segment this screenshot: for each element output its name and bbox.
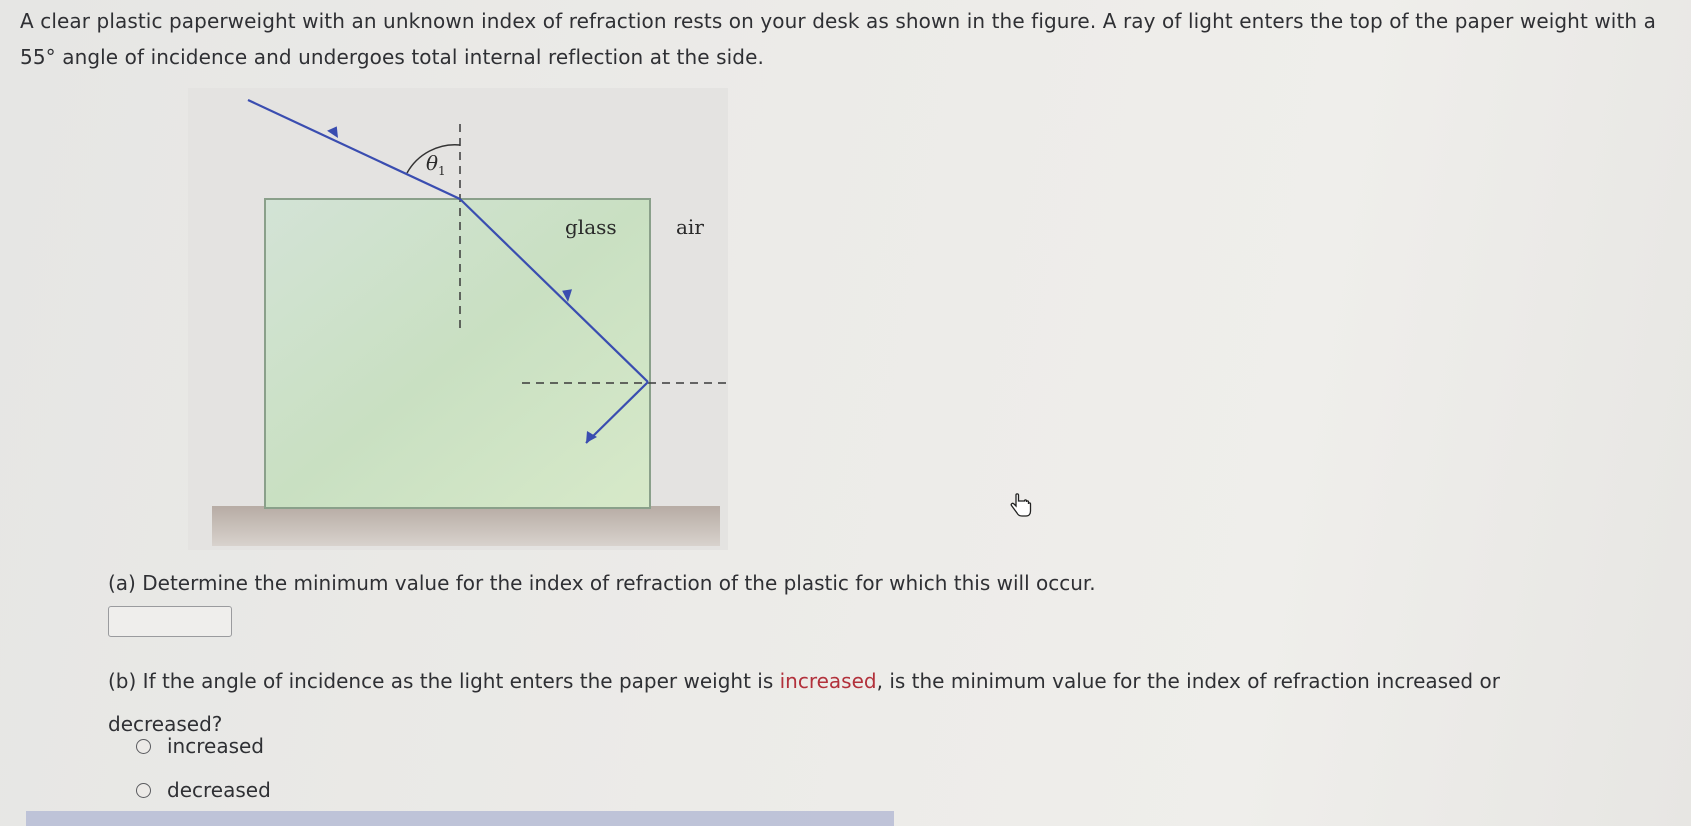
- hand-cursor-icon: [1009, 493, 1033, 519]
- option-decreased[interactable]: [136, 778, 271, 802]
- glass-label: glass: [565, 215, 617, 239]
- question-prompt: [20, 3, 1660, 75]
- part-b-highlight: increased: [779, 669, 877, 693]
- incidence-angle-value: 55°: [20, 45, 56, 69]
- paperweight-figure: [188, 88, 728, 550]
- part-a-text: Determine the minimum value for the index of refraction of the plastic for which this will occur.: [142, 571, 1096, 595]
- option-increased-label: increased: [167, 734, 264, 758]
- option-decreased-label: decreased: [167, 778, 271, 802]
- air-label: air: [676, 215, 704, 239]
- theta-label: $\theta_1$: [426, 151, 446, 178]
- option-increased[interactable]: [136, 734, 264, 758]
- question-intro-part2: angle of incidence and undergoes total internal reflection at the side.: [55, 45, 764, 69]
- part-a-label: (a): [108, 571, 136, 595]
- radio-decreased[interactable]: [136, 783, 151, 798]
- part-b-text-after: , is the minimum value for the index of refraction increased or decreased?: [108, 669, 1500, 736]
- question-intro-part1: A clear plastic paperweight with an unknown index of refraction rests on your desk as shown in the figure. A ray of light enters the top of the paper weight with a: [20, 9, 1656, 33]
- bottom-bar: [26, 811, 894, 826]
- answer-input[interactable]: [108, 606, 232, 637]
- radio-increased[interactable]: [136, 739, 151, 754]
- part-b-label: (b): [108, 669, 137, 693]
- desk-surface: [212, 506, 720, 546]
- refraction-diagram: [188, 88, 728, 550]
- part-b-question: [108, 660, 1588, 746]
- glass-block: [265, 199, 650, 508]
- part-a-question: [108, 568, 1096, 598]
- part-b-text-before: If the angle of incidence as the light enters the paper weight is: [142, 669, 780, 693]
